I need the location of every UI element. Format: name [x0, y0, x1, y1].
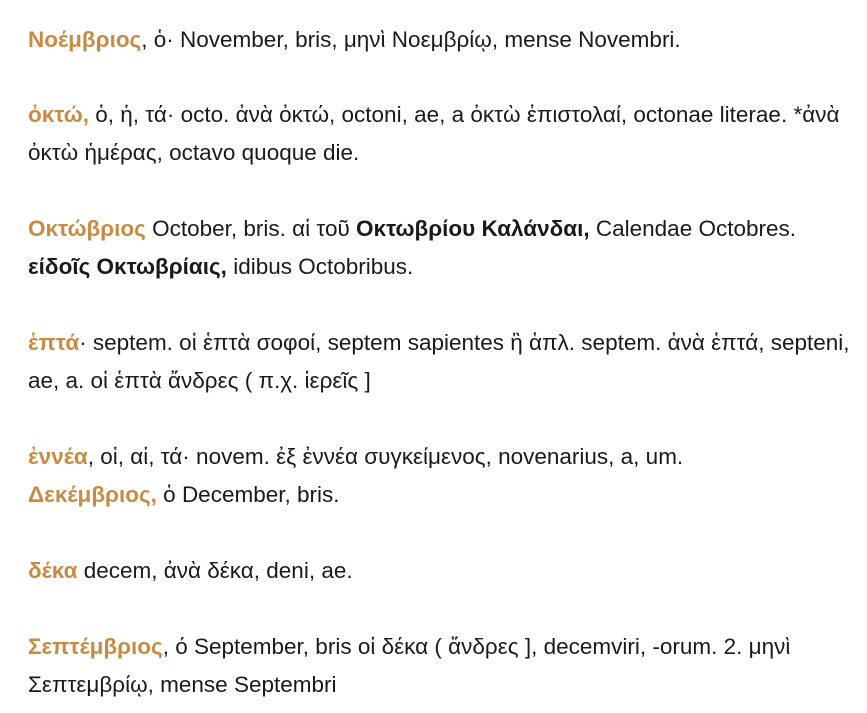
entry-septemvrios: [28, 628, 860, 704]
definition-continued: idibus Octobribus.: [226, 254, 414, 279]
entry-noemvrios: [28, 21, 860, 59]
definition: · septem. οἱ ἑπτὰ σοφοί, septem sapientes ἢ ἁπλ. septem. ἀνὰ ἑπτά, septeni, ae, a. οἱ ἑπτὰ ἄνδρες ( π.χ. ἱερεῖς ]: [28, 330, 850, 393]
entry-epta: [28, 324, 860, 400]
entry-oktovrios: [28, 210, 860, 286]
definition: October, bris. αἱ τοῦ: [145, 216, 357, 241]
headword: Δεκέμβριος,: [28, 482, 157, 507]
headword: ἐννέα: [28, 444, 88, 469]
entry-okto: [28, 96, 860, 172]
definition: ὁ December, bris.: [156, 482, 340, 507]
headword: δέκα: [28, 558, 78, 583]
entry-dekemvrios: [28, 476, 860, 514]
definition: ὁ, ἡ, τά· octo. ἀνὰ ὀκτώ, octoni, ae, a ὀκτὼ ἐπιστολαί, octonae literae. *ἀνὰ ὀκτὼ ἡμέρας, octavo quoque die.: [28, 102, 840, 165]
definition: , ὁ· November, bris, μηνὶ Νοεμβρίῳ, mense Novembri.: [141, 27, 681, 52]
definition: , ό September, bris οἱ δέκα ( ἄνδρες ], decemviri, -orum. 2. μηνὶ Σεπτεμβρίῳ, mense Septembri: [28, 634, 791, 697]
entry-ennea: [28, 438, 860, 476]
headword: Νοέμβριος: [28, 27, 142, 52]
definition: , οἱ, αἱ, τά· novem. ἐξ ἐννέα συγκείμενος, novenarius, a, um.: [87, 444, 684, 469]
entry-deka: [28, 552, 860, 590]
headword: Σεπτέμβριος: [28, 634, 163, 659]
headword: ὀκτώ,: [28, 102, 89, 127]
definition-continued: Calendae Octobres.: [589, 216, 796, 241]
bold-phrase: είδοῖς Οκτωβρίαις,: [28, 254, 227, 279]
headword: ἑπτά: [28, 330, 80, 355]
bold-phrase: Οκτωβρίου Καλάνδαι,: [356, 216, 590, 241]
definition: decem, ἀνὰ δέκα, deni, ae.: [77, 558, 353, 583]
headword: Οκτώβριος: [28, 216, 146, 241]
